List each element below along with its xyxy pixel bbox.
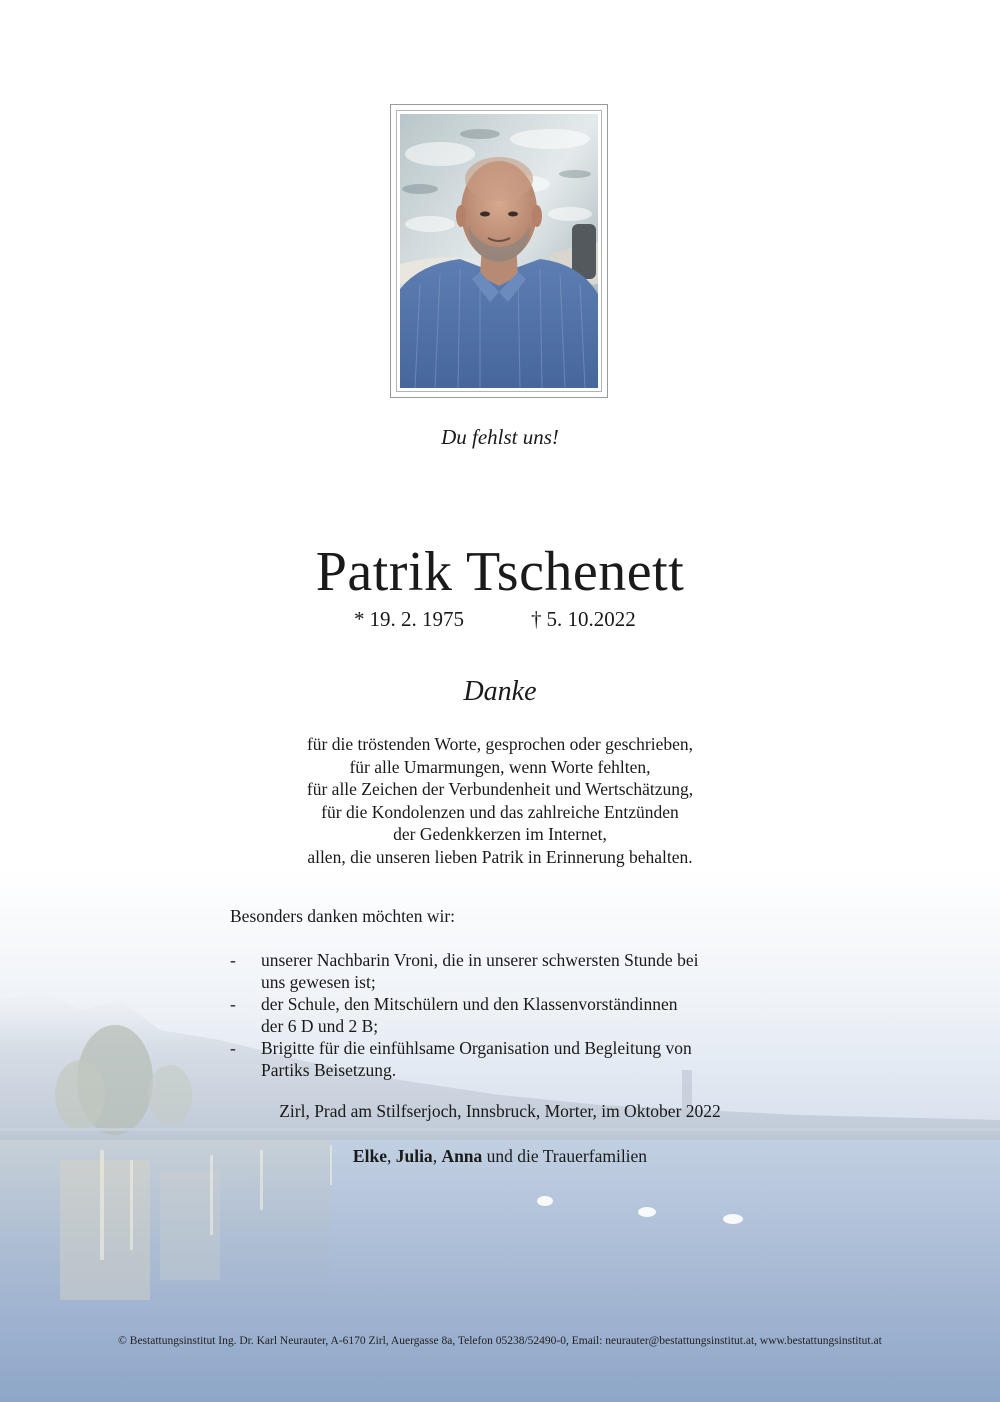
list-item-line: der Schule, den Mitschülern und den Klassenvorständinnen: [261, 994, 678, 1014]
signer-separator: ,: [432, 1146, 442, 1166]
death-cross-symbol: †: [531, 607, 542, 631]
list-item-line: unserer Nachbarin Vroni, die in unserer schwersten Stunde bei: [261, 950, 699, 970]
place-and-date: Zirl, Prad am Stilfserjoch, Innsbruck, Morter, im Oktober 2022: [279, 1101, 721, 1121]
list-item-line: der 6 D und 2 B;: [261, 1015, 379, 1036]
list-item: [230, 1038, 790, 1081]
bullet-dash: -: [230, 950, 236, 970]
thanks-line: für alle Umarmungen, wenn Worte fehlten,: [349, 756, 651, 777]
special-thanks-intro: Besonders danken möchten wir:: [230, 906, 456, 926]
special-thanks-list: [230, 950, 790, 1082]
signer-separator: ,: [386, 1146, 396, 1166]
signers: [0, 1146, 1000, 1167]
signers-rest: und die Trauerfamilien: [482, 1146, 648, 1166]
thanks-heading: Danke: [463, 676, 537, 707]
list-item-line: Brigitte für die einfühlsame Organisation und Begleitung von: [261, 1038, 692, 1058]
footer-copyright: © Bestattungsinstitut Ing. Dr. Karl Neurauter, A-6170 Zirl, Auergasse 8a, Telefon 05238/52490-0, Email: neurauter@bestattungsinstitut.at, www.bestattungsinstitut.at: [118, 1335, 882, 1347]
list-item: [230, 950, 790, 993]
portrait-image: [400, 114, 598, 388]
death-date-value: 5. 10.2022: [546, 607, 636, 631]
signer-name: Julia: [395, 1146, 433, 1166]
signer-name: Elke: [352, 1146, 387, 1166]
signer-name: Anna: [441, 1146, 483, 1166]
thanks-line: allen, die unseren lieben Patrik in Erinnerung behalten.: [307, 846, 693, 867]
birth-symbol: *: [354, 607, 365, 631]
portrait-photo: [400, 114, 598, 388]
portrait-frame: [390, 104, 608, 398]
motto-text: Du fehlst uns!: [441, 425, 559, 449]
bullet-dash: -: [230, 1038, 236, 1058]
bullet-dash: -: [230, 994, 236, 1014]
death-date: [531, 607, 636, 632]
list-item-line: Partiks Beisetzung.: [261, 1059, 397, 1080]
birth-date: [354, 607, 464, 632]
list-item-line: uns gewesen ist;: [261, 971, 376, 992]
deceased-name: Patrik Tschenett: [315, 541, 685, 603]
thanks-paragraph: [0, 733, 1000, 868]
thanks-line: für alle Zeichen der Verbundenheit und Wertschätzung,: [306, 779, 694, 799]
thanks-line: für die Kondolenzen und das zahlreiche Entzünden: [321, 801, 679, 822]
thanks-line: für die tröstenden Worte, gesprochen oder geschrieben,: [306, 734, 694, 754]
list-item: [230, 994, 790, 1037]
thanks-line: der Gedenkkerzen im Internet,: [393, 824, 607, 844]
birth-date-value: 19. 2. 1975: [369, 607, 464, 631]
